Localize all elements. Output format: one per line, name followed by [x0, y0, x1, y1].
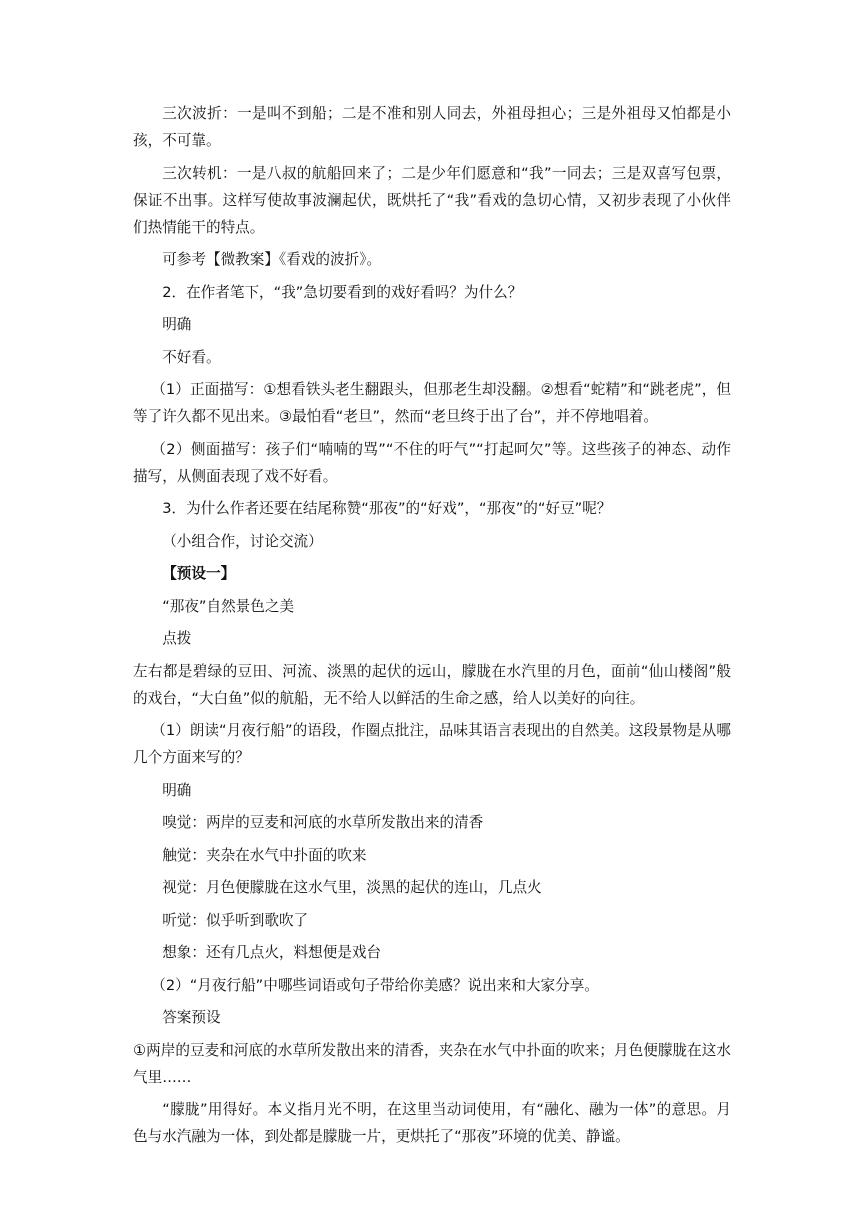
document-body	[133, 100, 731, 1150]
natural-scenery-heading: “那夜”自然景色之美	[162, 597, 295, 615]
sense-smell: 嗅觉：两岸的豆麦和河底的水草所发散出来的清香	[162, 814, 484, 831]
paragraph-three-turns: 三次转机：一是八叔的航船回来了；二是少年们愿意和“我”一同去；三是双喜写包票，保证不出事。这样写使故事波澜起伏，既烘托了“我”看戏的急切心情，又初步表现了小伙伴们热情能干的特点。	[133, 164, 731, 236]
paragraph-reference: 可参考【微教案】《看戏的波折》。	[162, 251, 382, 268]
task-share-beauty: （2）“月夜行船”中哪些词语或句子带给你美感？说出来和大家分享。	[151, 976, 599, 994]
analysis-menglong: “朦胧”用得好。本义指月光不明，在这里当动词使用，有“融化、融为一体”的意思。月色与水汽融为一体，到处都是朦胧一片，更烘托了“那夜”环境的优美、静谧。	[133, 1101, 731, 1145]
label-clarify: 明确	[162, 316, 192, 333]
task-read-aloud: （1）朗读“月夜行船”的语段，作圈点批注，品味其语言表现出的自然美。这段景物是从哪几个方面来写的？	[133, 722, 731, 766]
paragraph-three-setbacks: 三次波折：一是叫不到船；二是不准和别人同去，外祖母担心；三是外祖母又怕都是小孩，不可靠。	[133, 105, 731, 149]
preset-one-heading: 【预设一】	[162, 565, 236, 582]
paragraph-scenery-description: 左右都是碧绿的豆田、河流、淡黑的起伏的远山，朦胧在水汽里的月色，面前“仙山楼阁”般的戏台，“大白鱼”似的航船，无不给人以鲜活的生命之感，给人以美好的向往。	[133, 662, 731, 707]
group-discussion-note: （小组合作，讨论交流）	[162, 532, 323, 550]
answer-not-good: 不好看。	[162, 348, 221, 366]
sense-imagination: 想象：还有几点火，料想便是戏台	[162, 944, 382, 961]
sense-sight: 视觉：月色便朦胧在这水气里，淡黑的起伏的连山，几点火	[162, 879, 542, 896]
question-2: 2．在作者笔下，“我”急切要看到的戏好看吗？为什么？	[162, 283, 523, 301]
sense-hearing: 听觉：似乎听到歌吹了	[162, 911, 309, 929]
question-3: 3．为什么作者还要在结尾称赞“那夜”的“好戏”，“那夜”的“好豆”呢？	[162, 500, 612, 517]
paragraph-direct-description: （1）正面描写：①想看铁头老生翻跟头，但那老生却没翻。②想看“蛇精”和“跳老虎”，但等了许久都不见出来。③最怕看“老旦”，然而“老旦终于出了台”，并不停地唱着。	[133, 381, 731, 425]
label-clarify-2: 明确	[162, 781, 192, 799]
paragraph-indirect-description: （2）侧面描写：孩子们“喃喃的骂”“不住的吁气”“打起呵欠”等。这些孩子的神态、动作描写，从侧面表现了戏不好看。	[133, 440, 731, 485]
label-answer-preset: 答案预设	[162, 1009, 221, 1026]
label-pointers: 点拨	[162, 630, 192, 647]
quote-moonlit-passage: ①两岸的豆麦和河底的水草所发散出来的清香，夹杂在水气中扑面的吹来；月色便朦胧在这水气里……	[133, 1041, 731, 1086]
sense-touch: 触觉：夹杂在水气中扑面的吹来	[162, 846, 367, 864]
